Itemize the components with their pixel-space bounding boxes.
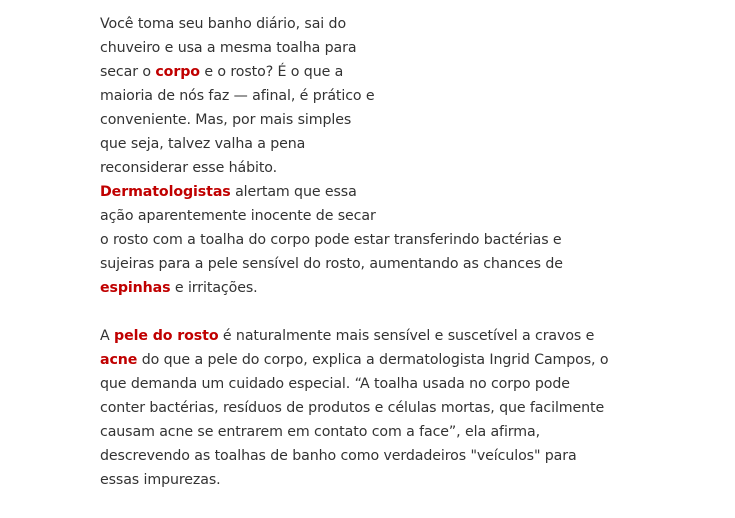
text-fragment: é naturalmente mais sensível e suscetível a cravos e (218, 328, 595, 344)
text-line: essas impurezas. (100, 472, 221, 488)
text-line: chuveiro e usa a mesma toalha para (100, 40, 357, 56)
text-fragment: secar o (100, 64, 156, 80)
text-line: maioria de nós faz — afinal, é prático e (100, 88, 375, 104)
text-line: conveniente. Mas, por mais simples (100, 112, 352, 128)
text-line: o rosto com a toalha do corpo pode estar transferindo bactérias e (100, 232, 562, 248)
text-line (100, 276, 590, 300)
text-line: conter bactérias, resíduos de produtos e células mortas, que facilmente (100, 400, 605, 416)
text-fragment: e irritações. (170, 280, 258, 296)
text-line: Você toma seu banho diário, sai do (100, 16, 347, 32)
text-fragment: alertam que essa (230, 184, 357, 200)
article-body (100, 12, 609, 492)
text-line: descrevendo as toalhas de banho como verdadeiros "veículos" para (100, 448, 577, 464)
text-line: ação aparentemente inocente de secar (100, 208, 376, 224)
text-line: sujeiras para a pele sensível do rosto, aumentando as chances de (100, 256, 563, 272)
text-line (100, 180, 590, 204)
text-line (100, 60, 590, 84)
text-line: que demanda um cuidado especial. “A toalha usada no corpo pode (100, 376, 570, 392)
paragraph-2 (100, 324, 609, 492)
text-fragment: e o rosto? É o que a (199, 64, 344, 80)
text-fragment: do que a pele do corpo, explica a dermatologista Ingrid Campos, o (137, 352, 609, 368)
link-dermatologistas[interactable]: Dermatologistas (100, 184, 231, 200)
paragraph-1 (100, 12, 590, 300)
link-pele-do-rosto[interactable]: pele do rosto (114, 328, 219, 344)
text-fragment: A (100, 328, 115, 344)
text-line (100, 324, 595, 348)
text-line: causam acne se entrarem em contato com a face”, ela afirma, (100, 424, 541, 440)
text-line (100, 348, 609, 372)
link-espinhas[interactable]: espinhas (100, 280, 171, 296)
text-line: que seja, talvez valha a pena (100, 136, 306, 152)
link-acne[interactable]: acne (100, 352, 138, 368)
link-corpo[interactable]: corpo (155, 64, 200, 80)
paragraph-spacer (100, 300, 590, 324)
text-line: reconsiderar esse hábito. (100, 160, 278, 176)
